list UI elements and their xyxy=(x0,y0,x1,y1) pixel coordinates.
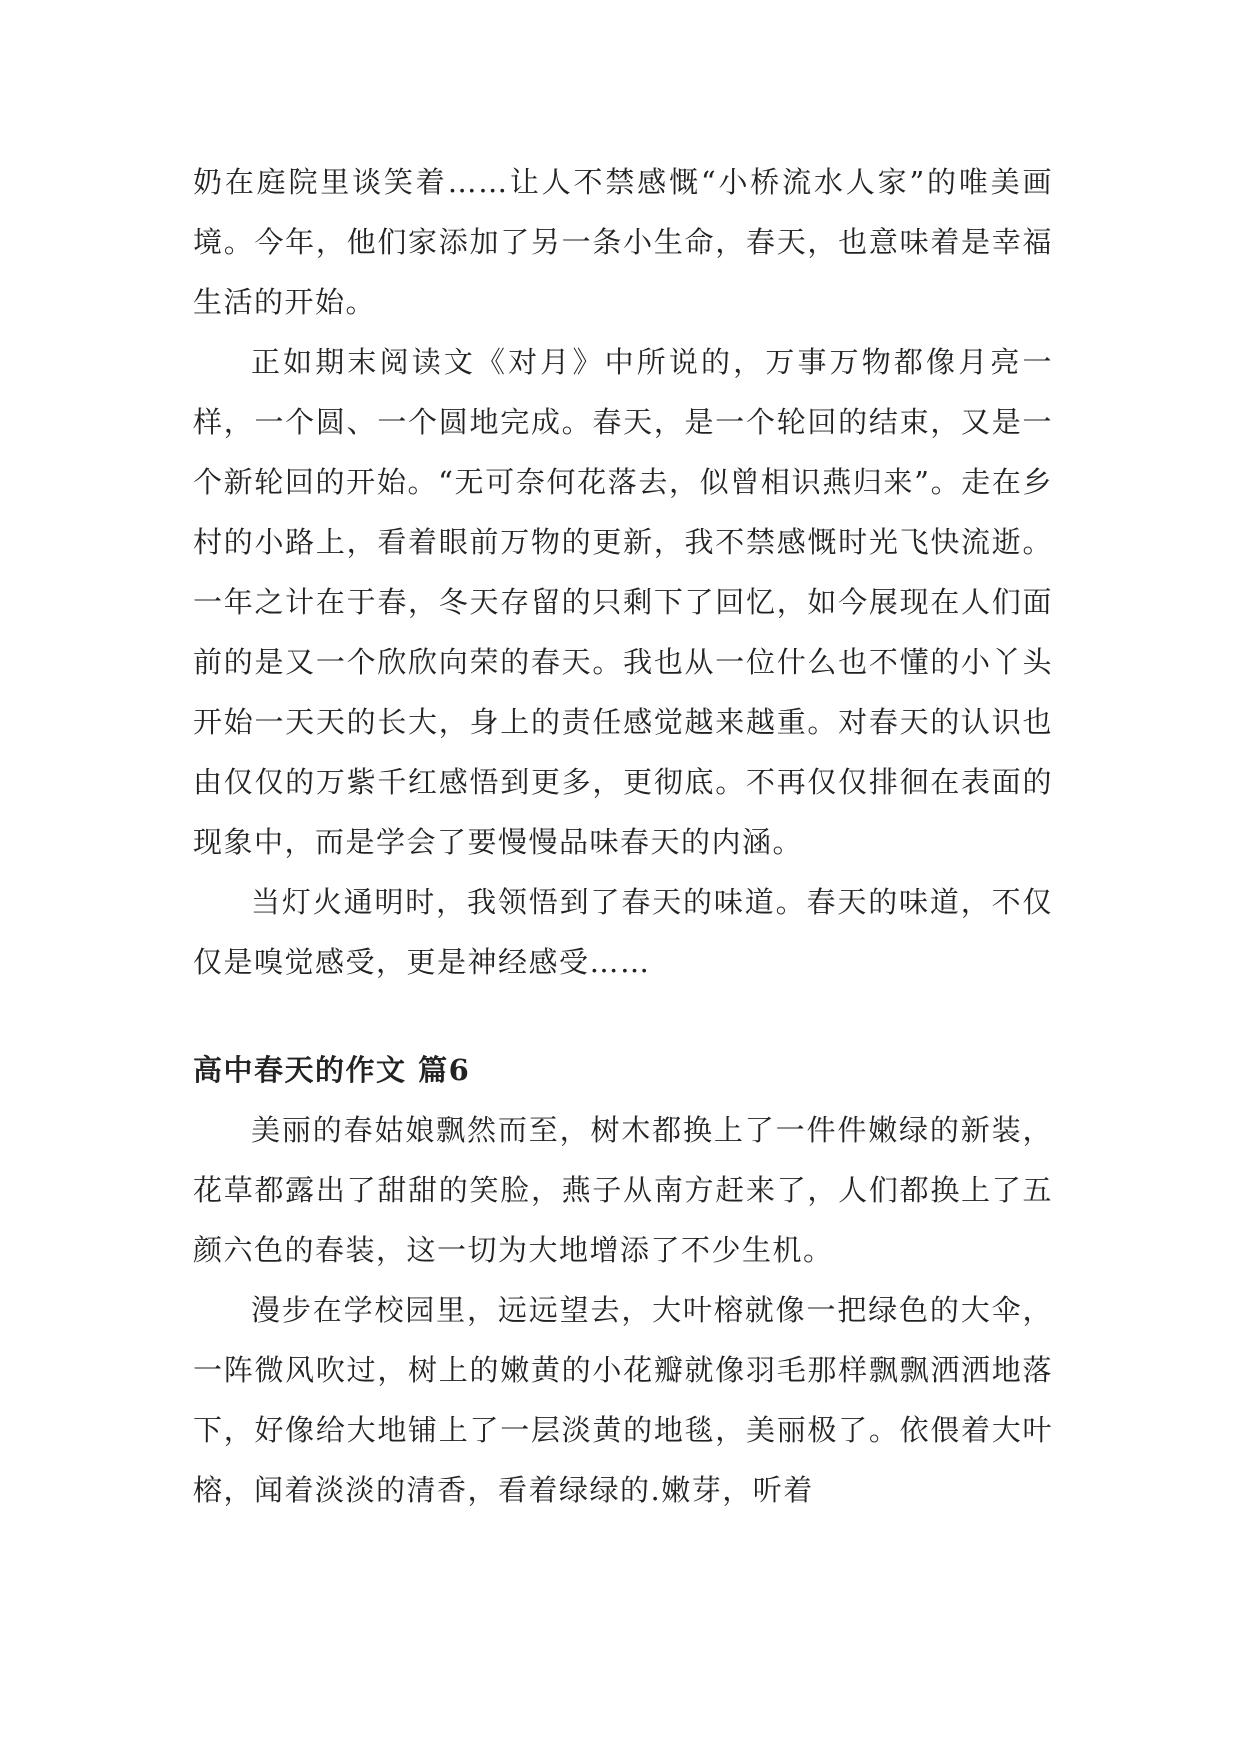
document-page xyxy=(193,152,1053,1520)
paragraph-continued: 奶在庭院里谈笑着……让人不禁感慨“小桥流水人家”的唯美画境。今年，他们家添加了另一条小生命，春天，也意味着是幸福生活的开始。 xyxy=(193,165,1053,319)
section-heading: 高中春天的作文 篇6 xyxy=(193,1053,471,1087)
paragraph-lights: 当灯火通明时，我领悟到了春天的味道。春天的味道，不仅仅是嗅觉感受，更是神经感受…… xyxy=(193,885,1053,979)
paragraph-school-walk: 漫步在学校园里，远远望去，大叶榕就像一把绿色的大伞，一阵微风吹过，树上的嫩黄的小花瓣就像羽毛那样飘飘洒洒地落下，好像给大地铺上了一层淡黄的地毯，美丽极了。依偎着大叶榕，闻着淡淡的清香，看着绿绿的.嫩芽，听着 xyxy=(193,1293,1053,1507)
paragraph-spring-arrives: 美丽的春姑娘飘然而至，树木都换上了一件件嫩绿的新装，花草都露出了甜甜的笑脸，燕子从南方赶来了，人们都换上了五颜六色的春装，这一切为大地增添了不少生机。 xyxy=(193,1113,1053,1267)
paragraph-moon-reading: 正如期末阅读文《对月》中所说的，万事万物都像月亮一样，一个圆、一个圆地完成。春天，是一个轮回的结束，又是一个新轮回的开始。“无可奈何花落去，似曾相识燕归来”。走在乡村的小路上，看着眼前万物的更新，我不禁感慨时光飞快流逝。一年之计在于春，冬天存留的只剩下了回忆，如今展现在人们面前的是又一个欣欣向荣的春天。我也从一位什么也不懂的小丫头开始一天天的长大，身上的责任感觉越来越重。对春天的认识也由仅仅的万紫千红感悟到更多，更彻底。不再仅仅排徊在表面的现象中，而是学会了要慢慢品味春天的内涵。 xyxy=(193,345,1053,859)
